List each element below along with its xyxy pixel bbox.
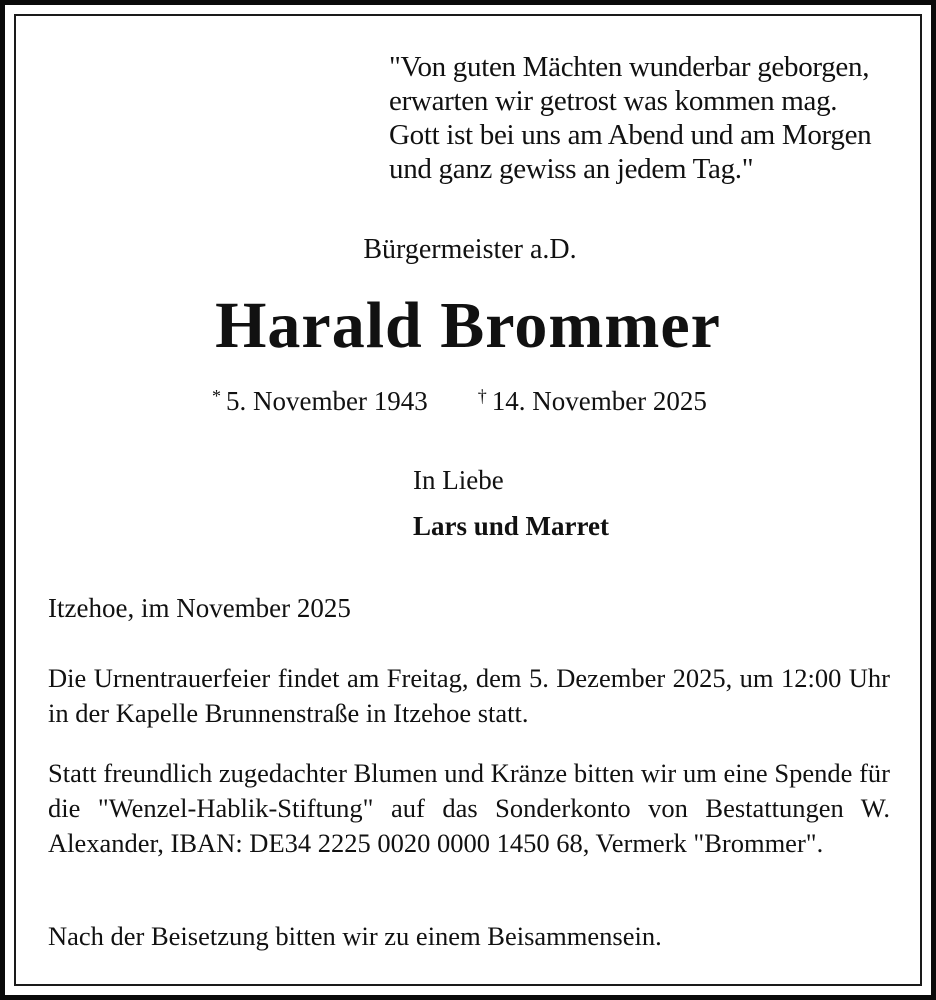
quote-line: "Von guten Mächten wunderbar geborgen, — [389, 51, 870, 83]
life-dates — [212, 378, 707, 419]
quote-line: Gott ist bei uns am Abend und am Morgen — [389, 119, 872, 151]
gathering-paragraph: Nach der Beisetzung bitten wir zu einem Beisammensein. — [48, 921, 662, 951]
birth-star-icon: * — [212, 386, 221, 406]
place-date: Itzehoe, im November 2025 — [48, 593, 351, 623]
quote-line: erwarten wir getrost was kommen mag. — [389, 85, 838, 117]
title-prefix — [0, 232, 936, 268]
quote-line: und ganz gewiss an jedem Tag." — [389, 153, 754, 185]
funeral-service-paragraph: Die Urnentrauerfeier findet am Freitag, dem 5. Dezember 2025, um 12:00 Uhr in der Kapelle Brunnenstraße in Itzehoe statt. — [48, 663, 890, 728]
signature-names: Lars und Marret — [413, 511, 609, 541]
signature-label: In Liebe — [413, 465, 504, 495]
donation-paragraph: Statt freundlich zugedachter Blumen und Kränze bitten wir um eine Spende für die "Wenzel-Hablik-Stiftung" auf das Sonderkonto von Bestattungen W. Alexander, IBAN: DE34 2225 0020 0000 1450 68, Vermerk "Brommer". — [48, 758, 890, 858]
birth-date: 5. November 1943 — [226, 386, 428, 416]
quote-block — [389, 50, 871, 186]
death-date: 14. November 2025 — [491, 386, 707, 416]
title-prefix-text: Bürgermeister a.D. — [363, 234, 577, 265]
death-cross-icon: † — [477, 386, 487, 406]
deceased-name: Harald Brommer — [215, 289, 721, 362]
